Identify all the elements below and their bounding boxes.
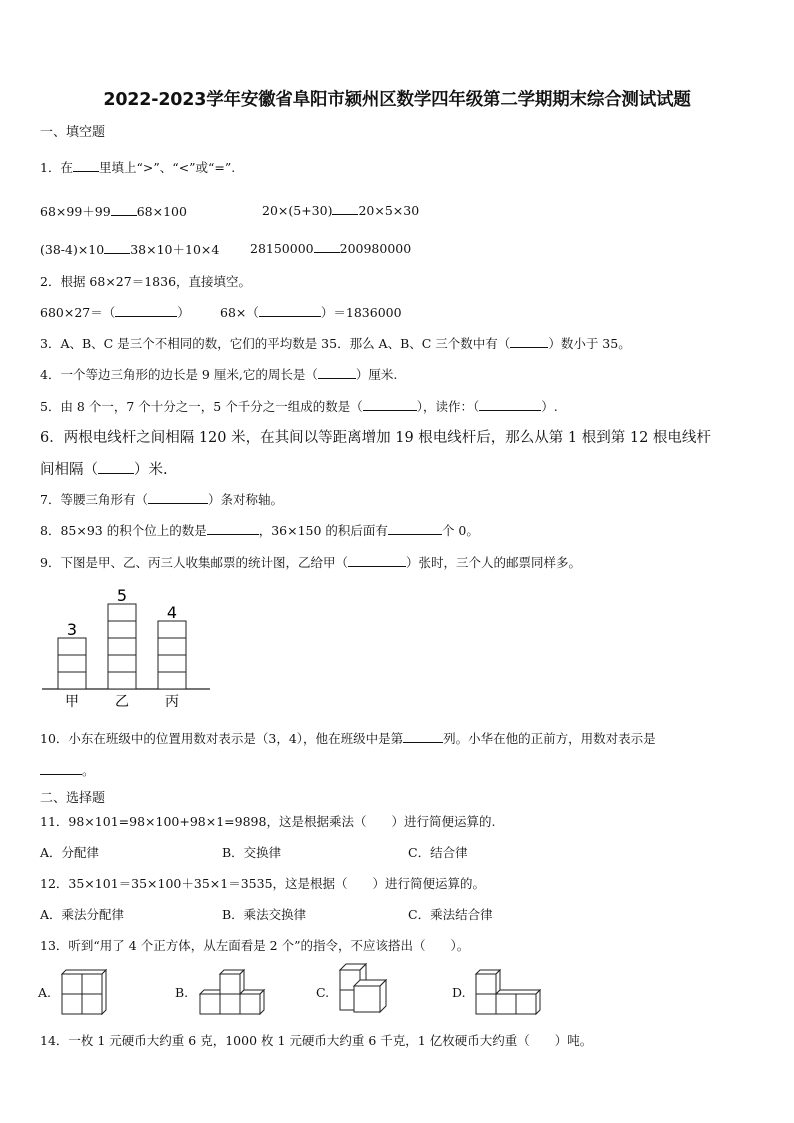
question-12: 12．35×101＝35×100＋35×1＝3535，这是根据（ ）进行简便运算的。 — [40, 876, 486, 891]
bar-value-label: 5 — [116, 586, 128, 605]
stamp-cell-甲 — [58, 672, 86, 689]
cube-figure-b — [198, 966, 270, 1016]
cube-figure-c — [336, 962, 390, 1018]
answer-blank[interactable] — [148, 491, 208, 504]
q1-expr-1: 68×99＋99 68×100 — [40, 204, 187, 219]
answer-blank[interactable] — [510, 335, 548, 348]
question-8: 8．85×93 的积个位上的数是 ，36×150 的积后面有 个 0。 — [40, 523, 479, 538]
question-1 — [40, 158, 235, 176]
q11-option-b[interactable]: B．交换律 — [222, 845, 282, 860]
question-4: 4．一个等边三角形的边长是 9 厘米,它的周长是（ ）厘米. — [40, 367, 398, 382]
answer-blank[interactable] — [388, 522, 442, 535]
answer-blank[interactable] — [207, 522, 259, 535]
stamp-cell-甲 — [58, 638, 86, 655]
answer-blank[interactable] — [363, 398, 417, 411]
answer-blank[interactable] — [403, 730, 443, 743]
stamp-cell-乙 — [108, 655, 136, 672]
question-7: 7．等腰三角形有（ ）条对称轴。 — [40, 492, 283, 507]
answer-blank[interactable] — [40, 762, 82, 775]
question-3: 3．A、B、C 是三个不相同的数，它们的平均数是 35．那么 A、B、C 三个数中有（ ）数小于 35。 — [40, 336, 631, 351]
stamp-bar-chart — [36, 580, 216, 715]
stamp-cell-丙 — [158, 621, 186, 638]
q12-option-c[interactable]: C．乘法结合律 — [408, 907, 493, 922]
question-10: 10．小东在班级中的位置用数对表示是（3，4），他在班级中是第 列。小华在他的正前方，用数对表示是 — [40, 731, 656, 746]
answer-blank[interactable] — [115, 304, 177, 317]
question-14: 14．一枚 1 元硬币大约重 6 克，1000 枚 1 元硬币大约重 6 千克，1 亿枚硬币大约重（ ）吨。 — [40, 1033, 593, 1048]
stamp-cell-甲 — [58, 655, 86, 672]
question-9: 9．下图是甲、乙、丙三人收集邮票的统计图，乙给甲（ ）张时，三个人的邮票同样多。 — [40, 555, 581, 570]
bar-category-label: 甲 — [65, 694, 79, 710]
question-5: 5．由 8 个一，7 个十分之一，5 个千分之一组成的数是（ ），读作：（ ）. — [40, 399, 558, 414]
question-11: 11．98×101=98×100+98×1=9898，这是根据乘法（ ）进行简便运算的. — [40, 814, 496, 829]
answer-blank[interactable] — [318, 366, 356, 379]
answer-blank[interactable] — [314, 240, 340, 253]
page-title: 2022-2023学年安徽省阜阳市颍州区数学四年级第二学期期末综合测试试题 — [103, 90, 691, 110]
q13-option-d[interactable]: D. — [452, 985, 466, 1000]
q2-b: 68×（ ）＝1836000 — [220, 305, 402, 320]
answer-blank[interactable] — [348, 554, 406, 567]
stamp-cell-丙 — [158, 655, 186, 672]
cube-figure-a — [58, 966, 108, 1016]
section-fill-in: 一、填空题 — [40, 125, 106, 140]
section-choice: 二、选择题 — [40, 791, 106, 806]
cube-figure-d — [474, 966, 546, 1016]
bar-category-label: 丙 — [165, 694, 179, 710]
q1-stem-b: 里填上“>”、“<”或“=”. — [98, 160, 236, 175]
q1-expr-3: (38-4)×10 38×10＋10×4 — [40, 242, 220, 257]
q13-option-b[interactable]: B. — [175, 985, 189, 1000]
bar-value-label: 3 — [66, 620, 78, 639]
question-6: 6．两根电线杆之间相隔 120 米，在其间以等距离增加 19 根电线杆后，那么从第 1 根到第 12 根电线杆 — [40, 430, 711, 446]
bar-category-label: 乙 — [115, 694, 129, 710]
stamp-cell-乙 — [108, 638, 136, 655]
stamp-cell-乙 — [108, 621, 136, 638]
answer-blank[interactable] — [104, 241, 130, 254]
q1-expr-4: 28150000 200980000 — [250, 241, 412, 256]
q11-option-a[interactable]: A．分配律 — [40, 845, 100, 860]
bar-value-label: 4 — [166, 603, 178, 622]
answer-blank[interactable] — [73, 159, 99, 172]
q11-option-c[interactable]: C．结合律 — [408, 845, 468, 860]
q13-option-c[interactable]: C. — [316, 985, 330, 1000]
answer-blank[interactable] — [479, 398, 541, 411]
q12-option-b[interactable]: B．乘法交换律 — [222, 907, 307, 922]
q12-option-a[interactable]: A．乘法分配律 — [40, 907, 125, 922]
stamp-cell-乙 — [108, 604, 136, 621]
answer-blank[interactable] — [98, 459, 134, 474]
answer-blank[interactable] — [259, 304, 321, 317]
q13-option-a[interactable]: A. — [38, 985, 52, 1000]
q1-stem-a: 1．在 — [40, 160, 73, 175]
stamp-cell-丙 — [158, 638, 186, 655]
stamp-cell-乙 — [108, 672, 136, 689]
q1-expr-2: 20×(5+30) 20×5×30 — [262, 203, 420, 218]
stamp-cell-丙 — [158, 672, 186, 689]
question-2: 2．根据 68×27＝1836，直接填空。 — [40, 274, 252, 289]
answer-blank[interactable] — [111, 203, 137, 216]
answer-blank[interactable] — [332, 202, 358, 215]
q10-line-2: 。 — [40, 761, 95, 779]
q6-line-2: 间相隔（ ）米. — [40, 458, 168, 479]
question-13: 13．听到“用了 4 个正方体，从左面看是 2 个”的指令，不应该搭出（ ）。 — [40, 938, 470, 953]
q2-a: 680×27＝（ ） — [40, 305, 190, 320]
